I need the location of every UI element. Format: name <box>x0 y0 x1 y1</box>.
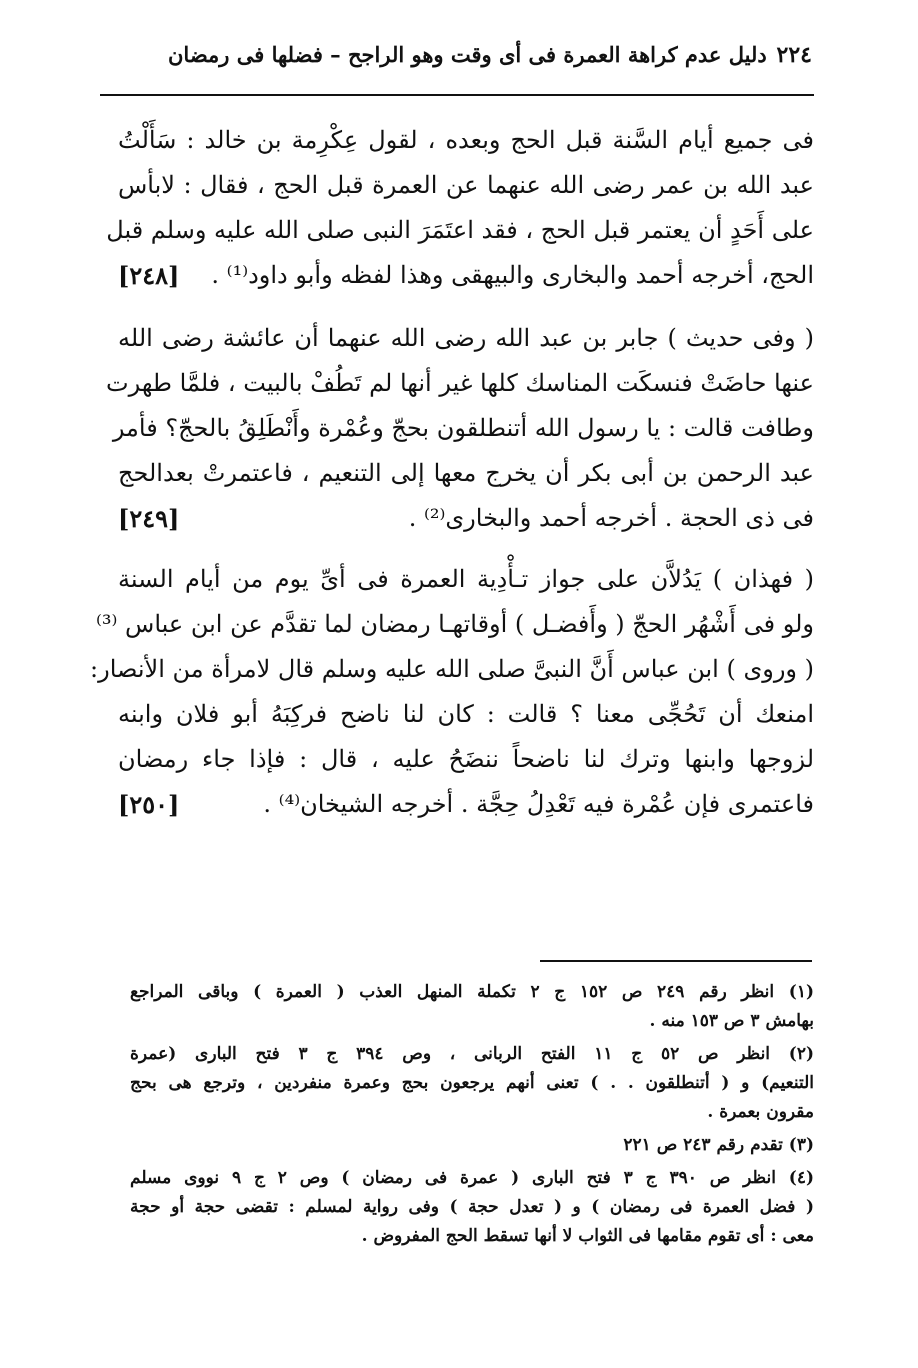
text-line <box>118 782 814 827</box>
hadith-number: [٢٤٩] <box>118 504 180 533</box>
text-line: عنها حاضَتْ فنسكَت المناسك كلها غير أنها لم تَطُفْ بالبيت ، فلمَّا طهرت <box>106 369 814 397</box>
text-line: ولو فى أَشْهُر الحجّ ( وأَفضـل ) أوقاتهـا رمضان لما تقدَّم عن ابن عباس ⁽³⁾ <box>95 610 814 638</box>
text-line: لزوجها وابنها وترك لنا ناضحاً ننضَحُ عليه ، قال : فإذا جاء رمضان <box>118 745 814 773</box>
text-line: على أَحَدٍ أن يعتمر قبل الحج ، فقد اعتَمَرَ النبى صلى الله عليه وسلم قبل <box>106 216 814 244</box>
text-line: ( وروى ) ابن عباس أَنَّ النبىَّ صلى الله عليه وسلم قال لامرأة من الأنصار: <box>90 655 814 683</box>
paragraph-248 <box>106 118 814 298</box>
running-header <box>168 42 812 68</box>
text-line: عبد الرحمن بن أبى بكر أن يخرج معها إلى التنعيم ، فاعتمرتْ بعدالحج <box>118 459 814 487</box>
line-text: فاعتمرى فإن عُمْرة فيه تَعْدِلُ حِجَّة . أخرجه الشيخان⁽⁴⁾ . <box>263 790 814 818</box>
footnote-4 <box>130 1164 814 1251</box>
footnotes <box>130 978 814 1255</box>
footnote-line: (٢) انظر ص ٥٢ ج ١١ الفتح الربانى ، وص ٣٩٤ ج ٣ فتح البارى (عمرة <box>130 1044 815 1064</box>
footnote-line: ( فضل العمرة فى رمضان ) و ( تعدل حجة ) وفى رواية لمسلم : تقضى حجة أو حجة <box>130 1197 814 1217</box>
footnote-line: التنعيم) و ( أتنطلقون . . ) تعنى أنهم يرجعون بحج وعمرة منفردين ، وترجع هى بحج <box>130 1073 814 1093</box>
page-number: ٢٢٤ <box>776 42 812 68</box>
header-divider <box>100 94 814 96</box>
running-title: دليل عدم كراهة العمرة فى أى وقت وهو الراجح – فضلها فى رمضان <box>168 42 767 67</box>
hadith-number: [٢٤٨] <box>118 261 180 290</box>
text-line: ( وفى حديث ) جابر بن عبد الله رضى الله عنهما أن عائشة رضى الله <box>118 324 814 352</box>
text-line <box>118 496 814 541</box>
line-text: فى ذى الحجة . أخرجه أحمد والبخارى⁽²⁾ . <box>408 504 814 532</box>
text-line: ( فهذان ) يَدُلاَّن على جواز تـأْدِية العمرة فى أىِّ يوم من أيام السنة <box>118 565 814 593</box>
footnote-line: (٤) انظر ص ٣٩٠ ج ٣ فتح البارى ( عمرة فى رمضان ) وص ٢ ج ٩ نووى مسلم <box>130 1168 815 1188</box>
text-line: امنعك أن تَحُجِّى معنا ؟ قالت : كان لنا ناضح فركِبَهُ أبو فلان وابنه <box>118 700 814 728</box>
footnote-line: مقرون بعمرة . <box>707 1102 814 1122</box>
footnote-2 <box>130 1040 814 1127</box>
main-text <box>90 118 814 827</box>
text-line: عبد الله بن عمر رضى الله عنهما عن العمرة قبل الحج ، فقال : لابأس <box>118 171 814 199</box>
paragraph-249 <box>106 316 814 541</box>
text-line <box>118 253 814 298</box>
hadith-number: [٢٥٠] <box>118 790 180 819</box>
footnote-3 <box>130 1131 814 1160</box>
footnote-1 <box>130 978 814 1036</box>
footnote-line: بهامش ٣ ص ١٥٣ منه . <box>649 1011 814 1031</box>
footnote-line: (١) انظر رقم ٢٤٩ ص ١٥٢ ج ٢ تكملة المنهل العذب ( العمرة ) وباقى المراجع <box>130 982 814 1002</box>
line-text: الحج، أخرجه أحمد والبخارى والبيهقى وهذا لفظه وأبو داود⁽¹⁾ . <box>211 261 814 289</box>
footnote-line: معى : أى تقوم مقامها فى الثواب لا أنها تسقط الحج المفروض . <box>361 1226 814 1246</box>
text-line: وطافت قالت : يا رسول الله أتنطلقون بحجّ وعُمْرة وأَنْطَلِقُ بالحجّ؟ فأمر <box>112 414 814 442</box>
footnote-divider <box>540 960 812 962</box>
footnote-line: (٣) تقدم رقم ٢٤٣ ص ٢٢١ <box>623 1135 814 1155</box>
text-line: فى جميع أيام السَّنة قبل الحج وبعده ، لقول عِكْرِمة بن خالد : سَأَلْتُ <box>118 126 814 154</box>
paragraph-250 <box>90 557 814 827</box>
